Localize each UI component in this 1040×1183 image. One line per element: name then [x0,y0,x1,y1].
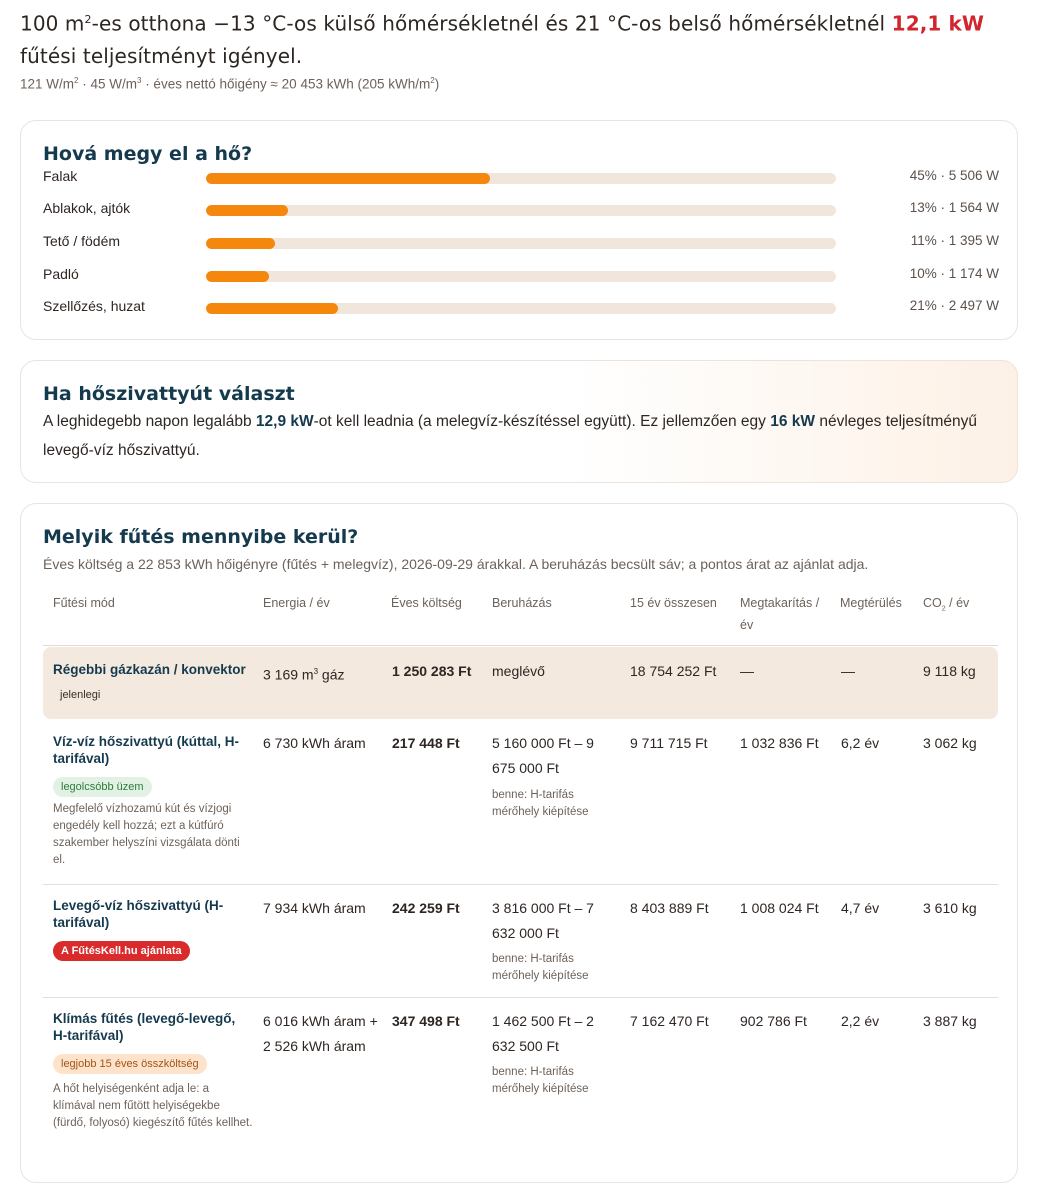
header-co2 [923,592,969,621]
heating-demand-summary [20,4,1020,72]
saving-cell: 1 008 024 Ft [740,900,819,916]
recommendation-badge: A FűtésKell.hu ajánlata [53,941,190,961]
investment-cell: meglévő [492,663,545,679]
nominal-power-value: 16 kW [770,413,816,430]
total-15-cell: 7 162 470 Ft [630,1013,709,1029]
annual-cost-cell: 217 448 Ft [392,735,460,751]
co2-cell: 3 887 kg [923,1013,977,1029]
heating-mode-name: Víz-víz hőszivattyú (kúttal, H-tarifával) [53,734,240,766]
energy-cell [263,659,345,688]
investment-note: benne: H-tarifás mérőhely kiépítése [492,1066,589,1095]
annual-cost-cell: 347 498 Ft [392,1013,460,1029]
table-row [43,647,998,719]
heat-loss-label: Padló [43,266,79,282]
cost-title: Melyik fűtés mennyibe kerül? [43,526,359,548]
heat-loss-bar-fill [206,205,288,216]
heat-loss-row [43,298,999,318]
cost-comparison-card [20,503,1018,1183]
saving-cell: — [740,663,754,679]
header-investment: Beruházás [492,596,552,610]
heat-loss-label: Tető / födém [43,233,121,249]
heat-loss-row [43,168,999,188]
energy-text: gáz [318,666,345,683]
heat-loss-title: Hová megy el a hő? [43,143,253,165]
payback-cell: — [841,663,855,679]
annual-cost-cell: 242 259 Ft [392,900,460,916]
investment-cell: 1 462 500 Ft – 2 632 500 Ft [492,1013,594,1054]
detail-text: · éves nettó hőigény ≈ 20 453 kWh (205 kWh/m [141,76,431,92]
heat-loss-card [20,120,1018,340]
energy-cell: 6 730 kWh áram [263,735,366,751]
header-mode: Fűtési mód [53,596,115,610]
energy-cell: 6 016 kWh áram + 2 526 kWh áram [263,1013,378,1054]
co2-text: CO [923,596,942,610]
heat-pump-title: Ha hőszivattyút választ [43,383,295,405]
total-15-cell: 9 711 715 Ft [630,735,708,751]
status-badge: jelenlegi [60,689,101,701]
heat-loss-label: Ablakok, ajtók [43,200,131,216]
energy-sup: 3 [313,667,319,676]
co2-text: / év [945,596,970,610]
summary-text: fűtési teljesítményt igényel. [20,43,303,68]
header-energy: Energia / év [263,596,330,610]
detail-text: 121 W/m [20,76,75,92]
payback-cell: 4,7 év [841,900,880,916]
co2-cell: 3 610 kg [923,900,977,916]
table-row [43,721,998,883]
total-15-cell: 18 754 252 Ft [630,663,717,679]
required-power: 12,1 kW [891,11,985,36]
status-badge: legjobb 15 éves összköltség [53,1054,207,1074]
investment-note: benne: H-tarifás mérőhely kiépítése [492,953,589,982]
payback-cell: 2,2 év [841,1013,880,1029]
table-row [43,884,998,997]
heat-loss-bar-fill [206,303,338,314]
heat-loss-row [43,233,999,253]
hp-text-part: névleges teljesítményű levegő-víz hőszivattyú. [43,413,978,459]
co2-cell: 3 062 kg [923,735,977,751]
detail-sup: 3 [136,76,142,85]
heat-loss-row [43,200,999,220]
hp-text-part: A leghidegebb napon legalább [43,413,256,430]
heat-loss-value: 21% · 2 497 W [909,298,999,313]
min-output-value: 12,9 kW [255,413,314,430]
heating-mode-name: Levegő-víz hőszivattyú (H-tarifával) [53,898,224,930]
heat-loss-value: 45% · 5 506 W [909,168,999,183]
heating-mode-name: Régebbi gázkazán / konvektor [53,662,246,677]
heat-loss-bar-fill [206,271,269,282]
hp-text-part: -ot kell leadnia (a melegvíz-készítéssel együtt). Ez jellemzően egy [313,413,771,430]
heat-loss-bar-track [206,271,836,282]
summary-text: -es otthona −13 °C-os külső hőmérsékletnél és 21 °C-os belső hőmérsékletnél [91,11,892,36]
investment-cell: 3 816 000 Ft – 7 632 000 Ft [492,900,594,941]
status-badge: legolcsóbb üzem [53,777,152,797]
energy-text: 3 169 m [263,666,314,683]
heat-loss-value: 13% · 1 564 W [909,200,999,215]
annual-cost-cell: 1 250 283 Ft [392,663,472,679]
header-saving: Megtakarítás / év [740,596,820,632]
row-note: A hőt helyiségenként adja le: a klímával nem fűtött helyiségekbe (fürdő, folyosó) kiegészítő fűtés kellhet. [53,1083,253,1129]
header-annual-cost: Éves költség [391,596,462,610]
heating-mode-name: Klímás fűtés (levegő-levegő, H-tarifával) [53,1011,236,1043]
detail-sup: 2 [430,76,435,85]
heat-loss-bar-track [206,173,836,184]
co2-cell: 9 118 kg [923,663,976,679]
header-15-year-total: 15 év összesen [630,596,717,610]
heat-loss-label: Falak [43,168,78,184]
heat-loss-bar-track [206,238,836,249]
summary-details [20,76,439,92]
co2-sub: 2 [941,605,946,613]
row-note: Megfelelő vízhozamú kút és vízjogi engedély kell hozzá; ezt a kútfúró szakember helyszíni vizsgálata dönti el. [53,803,240,866]
table-row [43,997,998,1168]
summary-text: 100 m [20,11,85,36]
detail-text: ) [434,76,440,92]
cost-subtitle: Éves költség a 22 853 kWh hőigényre (fűtés + melegvíz), 2026-09-29 árakkal. A beruházás becsült sáv; a pontos árat az ajánlat adja. [43,556,869,572]
heat-loss-value: 11% · 1 395 W [910,233,999,248]
investment-note: benne: H-tarifás mérőhely kiépítése [492,789,589,818]
heat-loss-value: 10% · 1 174 W [909,266,999,281]
heat-loss-bar-fill [206,173,490,184]
energy-cell: 7 934 kWh áram [263,900,366,916]
heat-loss-label: Szellőzés, huzat [43,298,145,314]
header-divider [43,645,998,646]
header-payback: Megtérülés [840,596,902,610]
detail-text: · 45 W/m [78,76,137,92]
heat-loss-row [43,266,999,286]
heat-pump-text [43,407,1003,465]
heat-loss-bar-track [206,303,836,314]
investment-cell: 5 160 000 Ft – 9 675 000 Ft [492,735,594,776]
payback-cell: 6,2 év [841,735,880,751]
summary-sup: 2 [84,13,92,26]
total-15-cell: 8 403 889 Ft [630,900,709,916]
heat-loss-bar-fill [206,238,275,249]
saving-cell: 1 032 836 Ft [740,735,819,751]
saving-cell: 902 786 Ft [740,1013,807,1029]
heat-pump-card [20,360,1018,483]
detail-sup: 2 [74,76,79,85]
heat-loss-bar-track [206,205,836,216]
